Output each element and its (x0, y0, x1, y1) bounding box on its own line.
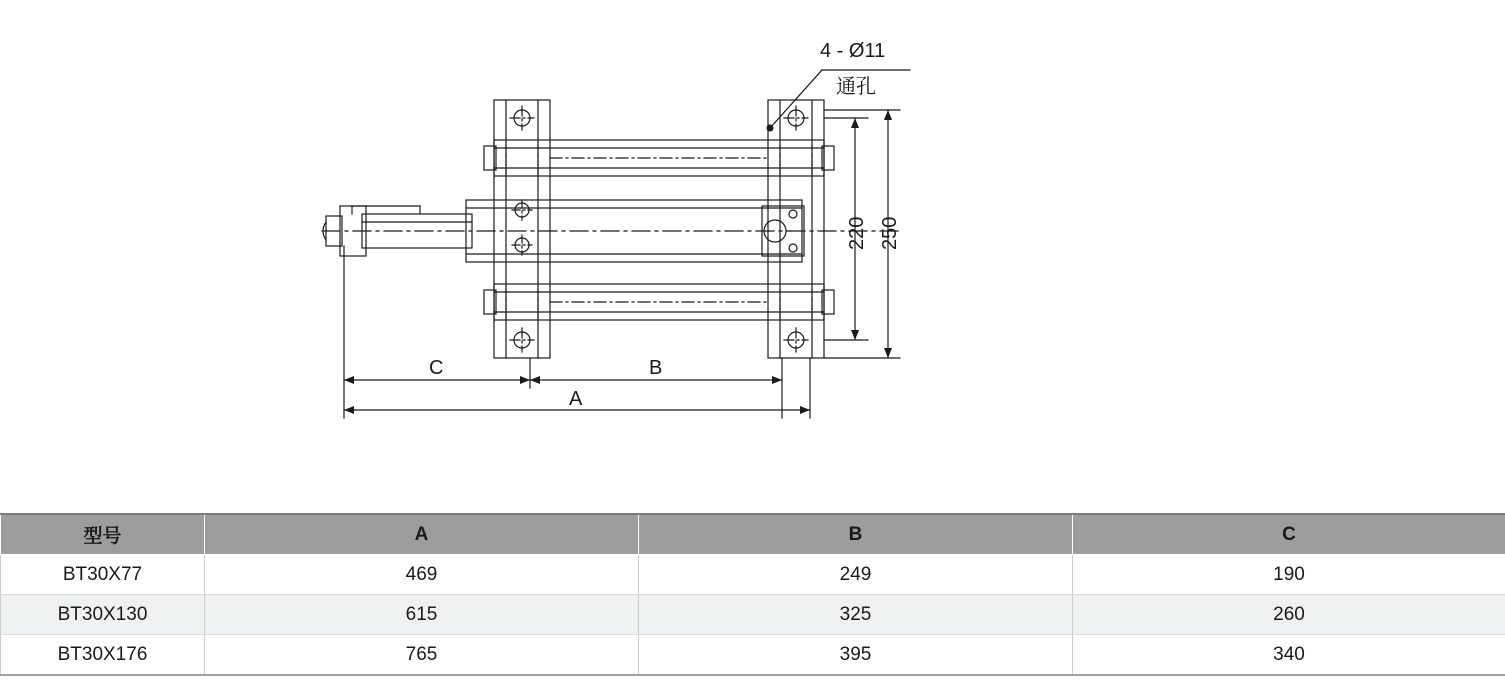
table-row (1, 555, 1505, 595)
cell-a: 765 (205, 635, 639, 676)
column-header-model: 型号 (1, 514, 205, 555)
hole-callout-note: 通孔 (836, 76, 876, 98)
table-header (1, 514, 1505, 555)
cell-c: 190 (1073, 555, 1505, 595)
column-header-b: B (639, 514, 1073, 555)
cell-c: 340 (1073, 635, 1505, 676)
left-mount-plate (494, 100, 550, 358)
cell-a: 469 (205, 555, 639, 595)
column-header-a: A (205, 514, 639, 555)
cell-model: BT30X176 (1, 635, 205, 676)
dim-label-b: B (649, 357, 663, 379)
cell-c: 260 (1073, 595, 1505, 635)
cell-model: BT30X130 (1, 595, 205, 635)
cell-model: BT30X77 (1, 555, 205, 595)
dim-label-220: 220 (846, 216, 868, 250)
dim-label-c: C (429, 357, 444, 379)
dim-label-a: A (569, 388, 583, 410)
table-row (1, 635, 1505, 676)
lower-tie-rod (494, 284, 824, 320)
cell-a: 615 (205, 595, 639, 635)
right-mount-plate (768, 100, 824, 358)
column-header-c: C (1073, 514, 1505, 555)
cell-b: 249 (639, 555, 1073, 595)
upper-tie-rod (494, 140, 824, 176)
cell-b: 325 (639, 595, 1073, 635)
dim-label-250: 250 (879, 216, 901, 250)
dimension-spec-table (0, 513, 1505, 676)
table-row (1, 595, 1505, 635)
cell-b: 395 (639, 635, 1073, 676)
table-header-row (1, 514, 1505, 555)
hole-callout-label: 4 - Ø11 (820, 40, 886, 62)
table-body (1, 555, 1505, 676)
